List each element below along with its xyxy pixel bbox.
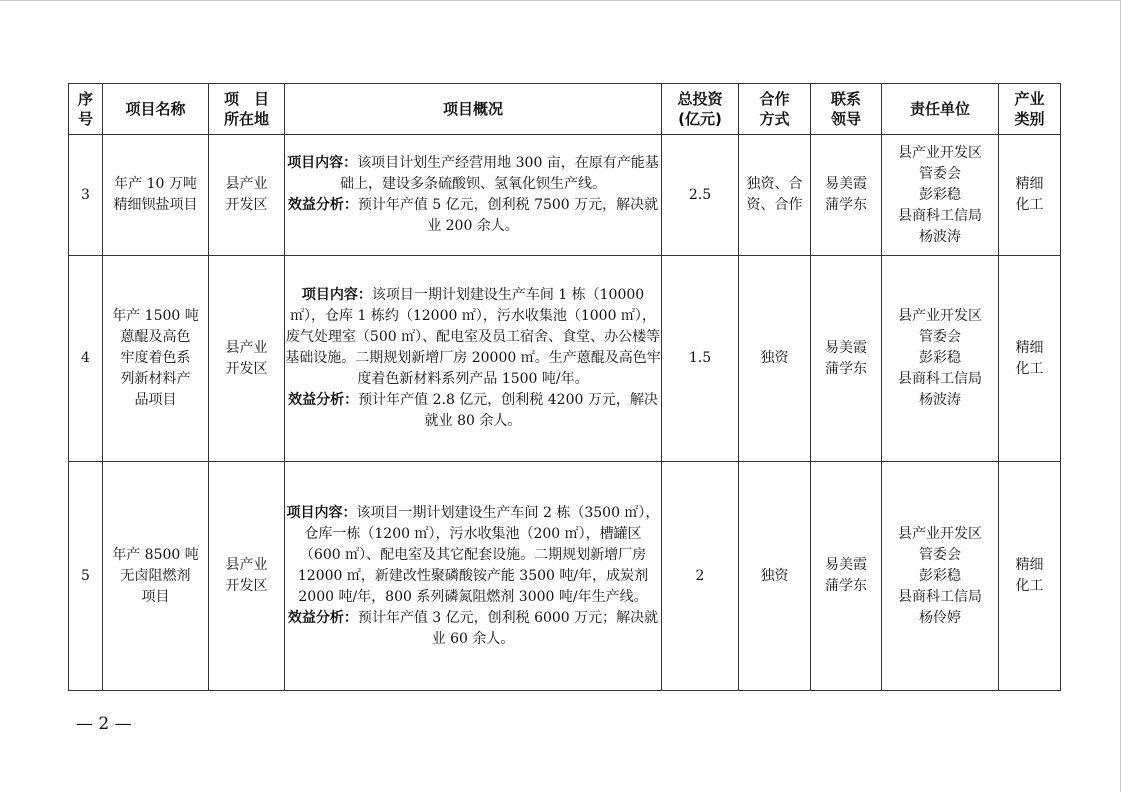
header-responsible: 责任单位	[882, 84, 999, 135]
row-seq: 3	[69, 135, 103, 256]
row-location: 县产业 开发区	[209, 256, 285, 462]
table-row	[69, 135, 1061, 256]
content-text: 该项目计划生产经营用地 300 亩，在原有产能基础上，建设多条硫酸钡、氢氧化钡生产线。	[340, 155, 659, 192]
row-location: 县产业 开发区	[209, 462, 285, 691]
header-cooperation: 合作 方式	[739, 84, 811, 135]
row-cooperation: 独资、合 资、合作	[739, 135, 811, 256]
benefit-label: 效益分析：	[287, 197, 358, 213]
row-leader: 易美霞 蒲学东	[811, 256, 882, 462]
content-label: 项目内容：	[286, 504, 357, 521]
benefit-label: 效益分析：	[288, 392, 359, 408]
row-leader: 易美霞 蒲学东	[811, 135, 882, 256]
row-responsible: 县产业开发区 管委会 彭彩稳 县商科工信局 杨伶婷	[882, 462, 999, 691]
row-investment: 2	[662, 462, 739, 691]
row-name: 年产 8500 吨 无卤阻燃剂 项目	[103, 462, 209, 691]
page-number: — 2 —	[76, 714, 132, 734]
header-location: 项 目 所在地	[209, 84, 285, 135]
benefit-text: 预计年产值 2.8 亿元，创利税 4200 万元，解决就业 80 余人。	[358, 392, 658, 429]
header-investment: 总投资 (亿元)	[662, 84, 739, 135]
row-name: 年产 1500 吨 蒽醌及高色 牢度着色系 列新材料产 品项目	[103, 256, 209, 462]
content-label: 项目内容：	[301, 287, 372, 303]
table-header-row	[69, 84, 1061, 135]
row-industry: 精细 化工	[999, 462, 1061, 691]
row-seq: 5	[69, 462, 103, 691]
header-industry: 产业 类别	[999, 84, 1061, 135]
header-seq: 序 号	[69, 84, 103, 135]
projects-table	[68, 83, 1061, 691]
content-label: 项目内容：	[287, 155, 358, 171]
benefit-text: 预计年产值 5 亿元，创利税 7500 万元，解决就业 200 余人。	[357, 197, 659, 234]
content-text: 该项目一期计划建设生产车间 1 栋（10000 ㎡），仓库 1 栋约（12000 ㎡），污水收集池（1000 ㎡），废气处理室（500 ㎡）、配电室及员工宿舍、食堂、办公楼等基础设施。二期规划新增厂房 20000 ㎡。生产蒽醌及高色牢度着色新材料系列产品 1500 吨/年。	[285, 287, 661, 387]
row-overview	[285, 135, 662, 256]
row-overview	[285, 256, 662, 462]
row-responsible: 县产业开发区 管委会 彭彩稳 县商科工信局 杨波涛	[882, 256, 999, 462]
header-overview: 项目概况	[285, 84, 662, 135]
row-seq: 4	[69, 256, 103, 462]
content-text: 该项目一期计划建设生产车间 2 栋（3500 ㎡），仓库一栋（1200 ㎡），污水收集池（200 ㎡），槽罐区（600 ㎡）、配电室及其它配套设施。二期规划新增厂房 12000 ㎡，新建改性聚磷酸铵产能 3500 吨/年，成炭剂 2000 吨/年，800 系列磷氮阻燃剂 3000 吨/年生产线。	[297, 504, 660, 605]
row-cooperation: 独资	[739, 256, 811, 462]
row-investment: 1.5	[662, 256, 739, 462]
row-industry: 精细 化工	[999, 256, 1061, 462]
benefit-label: 效益分析：	[287, 609, 358, 626]
row-location: 县产业 开发区	[209, 135, 285, 256]
row-investment: 2.5	[662, 135, 739, 256]
row-industry: 精细 化工	[999, 135, 1061, 256]
table-row	[69, 462, 1061, 691]
row-leader: 易美霞 蒲学东	[811, 462, 882, 691]
row-name: 年产 10 万吨 精细钡盐项目	[103, 135, 209, 256]
row-cooperation: 独资	[739, 462, 811, 691]
header-name: 项目名称	[103, 84, 209, 135]
row-responsible: 县产业开发区 管委会 彭彩稳 县商科工信局 杨波涛	[882, 135, 999, 256]
table-row	[69, 256, 1061, 462]
benefit-text: 预计年产值 3 亿元，创利税 6000 万元；解决就业 60 余人。	[357, 609, 659, 647]
row-overview	[285, 462, 662, 691]
header-leader: 联系 领导	[811, 84, 882, 135]
